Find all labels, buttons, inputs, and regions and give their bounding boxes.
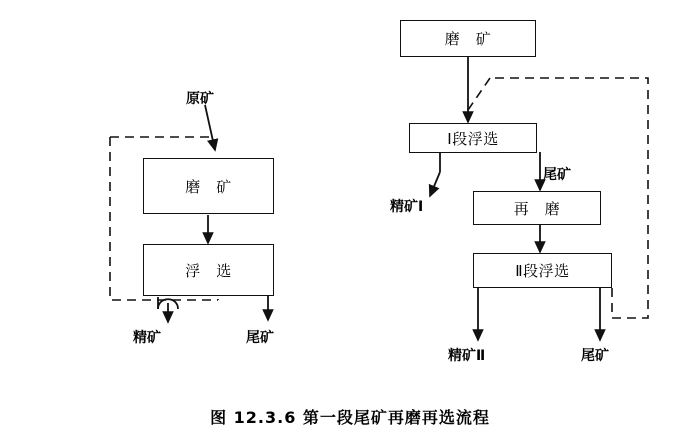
right-concentrate1-arrow [430,172,440,196]
right-dashed-return-entry [468,78,490,110]
right-label-final-tailings: 尾矿 [581,348,609,364]
left-box-grind-label: 磨 矿 [185,177,232,196]
left-label-tailings: 尾矿 [246,330,274,346]
right-label-mid-tailings: 尾矿 [543,167,571,183]
left-label-concentrate: 精矿 [133,330,161,346]
left-label-feed: 原矿 [186,91,214,107]
right-box-flotation-1-label: Ⅰ段浮选 [447,129,499,148]
left-box-flotation[interactable] [143,244,274,296]
right-box-regrind[interactable] [473,191,601,225]
right-label-concentrate-2: 精矿Ⅱ [448,348,486,364]
right-label-concentrate-1: 精矿Ⅰ [390,199,424,215]
right-box-regrind-label: 再 磨 [513,199,561,218]
left-box-flotation-label: 浮 选 [185,261,232,280]
left-box-grind[interactable] [143,158,274,214]
figure-caption: 图 12.3.6 第一段尾矿再磨再选流程 [210,408,490,427]
right-box-flotation-1[interactable] [409,123,537,153]
right-box-flotation-2-label: Ⅱ段浮选 [515,262,570,280]
left-feed-arrow [205,105,215,150]
right-box-flotation-2[interactable] [473,253,612,288]
right-box-grind[interactable] [400,20,536,57]
right-box-grind-label: 磨 矿 [444,30,492,48]
